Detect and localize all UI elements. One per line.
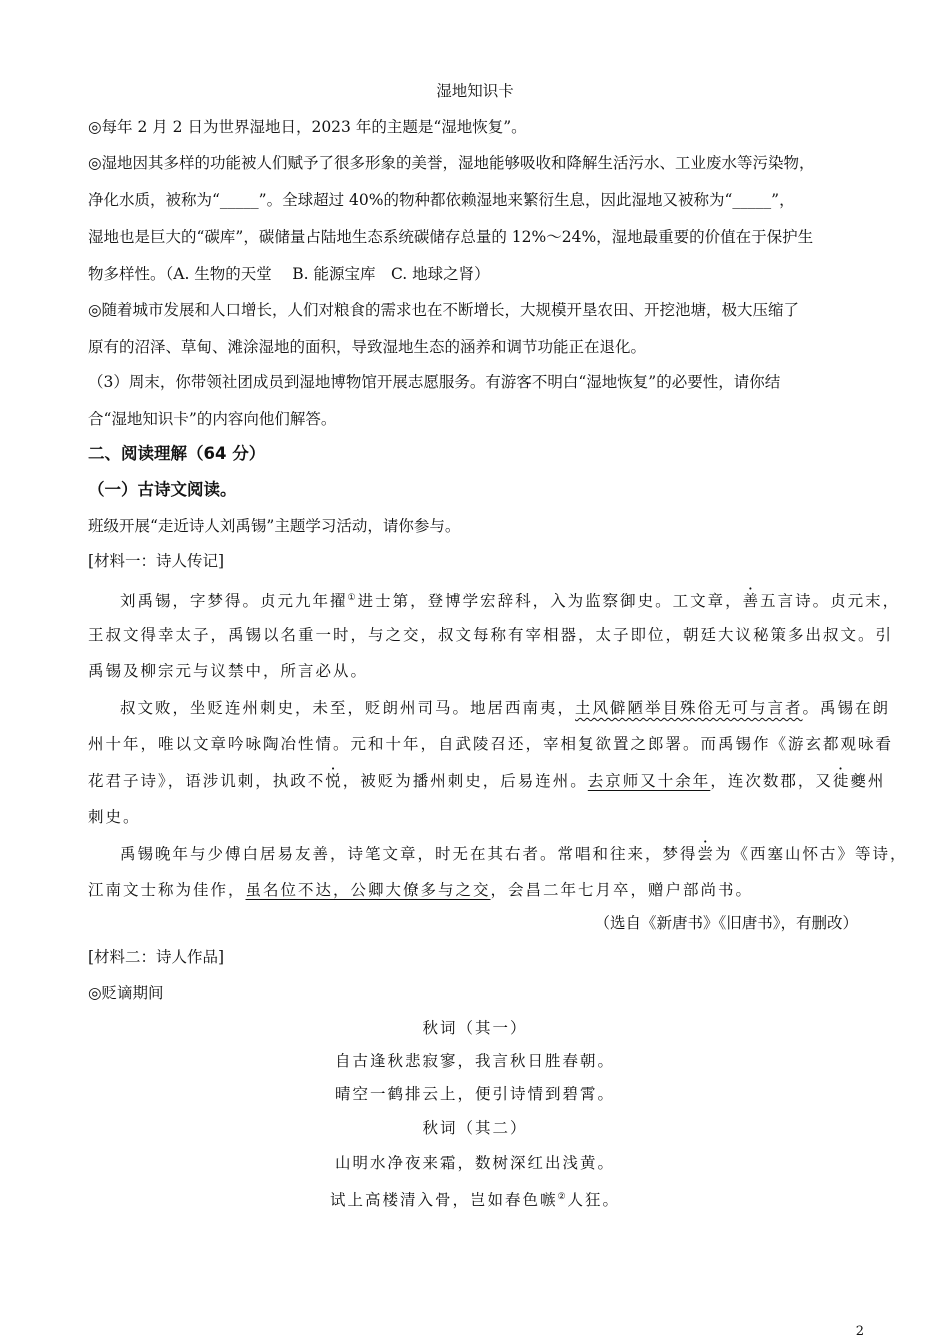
- question-3-line-2: 合“湿地知识卡”的内容向他们解答。: [88, 410, 337, 428]
- bio-para-1-line-3: 禹锡及柳宗元与议禁中，所言必从。: [88, 662, 369, 680]
- poem-1-line-2: 晴空一鹤排云上，便引诗情到碧霄。: [334, 1085, 615, 1103]
- text: 禹锡晚年与少傅白居易友善，诗笔文章，时无在其右者。常唱和往来，梦得: [120, 845, 698, 863]
- text: 五言诗。贞元末，: [760, 592, 901, 611]
- underlined-sentence: 去京师又十余年: [587, 772, 711, 790]
- bio-para-1-line-1: [120, 587, 900, 612]
- period-label: ◎贬谪期间: [88, 984, 164, 1002]
- section-heading: 二、阅读理解（64 分）: [88, 444, 266, 463]
- card-paragraph-3-line-2: 原有的沼泽、草甸、滩涂湿地的面积，导致湿地生态的涵养和调节功能正在退化。: [88, 338, 647, 356]
- text: 。禹锡在朗: [802, 699, 891, 717]
- text: 试上高楼清入骨，岂如春色嗾: [329, 1191, 558, 1210]
- text: 夔州: [850, 772, 886, 790]
- bio-para-3-line-2: [88, 879, 753, 901]
- text: 叔文败，坐贬连州刺史，未至，贬朗州司马。地居西南夷，: [120, 699, 576, 717]
- text: 进士第，登博学宏辞科，入为监察御史。工文章，: [357, 592, 743, 611]
- bio-para-2-line-1: [120, 697, 890, 719]
- text: ，被贬为播州刺史，后易连州。: [342, 772, 588, 790]
- bio-para-3-line-1: [120, 843, 908, 865]
- card-paragraph-2-line-3: 湿地也是巨大的“碳库”，碳储量占陆地生态系统碳储存总量的 12%～24%，湿地最重要的价值在于保护生: [88, 228, 814, 246]
- material-2-label: [材料二：诗人作品]: [88, 948, 225, 966]
- footnote-marker-1: ①: [347, 593, 358, 603]
- material-1-label: [材料一：诗人传记]: [88, 552, 225, 570]
- emphasis-dot-char: 尝: [697, 845, 716, 863]
- card-paragraph-1: ◎每年 2 月 2 日为世界湿地日，2023 年的主题是“湿地恢复”。: [88, 118, 527, 136]
- text: 江南文士称为佳作，: [88, 881, 246, 899]
- emphasis-dot-char: 悦: [325, 772, 343, 790]
- poem-1-line-1: 自古逢秋悲寂寥，我言秋日胜春朝。: [334, 1052, 615, 1070]
- card-paragraph-3-line-1: ◎随着城市发展和人口增长，人们对粮食的需求也在不断增长，大规模开垦农田、开挖池塘，极大压缩了: [88, 301, 800, 319]
- underlined-sentence: 虽名位不达，公卿大僚多与之交: [245, 881, 491, 899]
- page-number: 2: [855, 1324, 864, 1339]
- poem-1-title: 秋词（其一）: [422, 1019, 528, 1037]
- card-paragraph-2-line-4: 物多样性。（A. 生物的天堂 B. 能源宝库 C. 地球之肾）: [88, 265, 490, 283]
- text: 花君子诗》，语涉讥刺，执政不: [88, 772, 326, 790]
- text: 人狂。: [567, 1191, 621, 1210]
- footnote-marker-2: ②: [557, 1192, 568, 1202]
- activity-intro: 班级开展“走近诗人刘禹锡”主题学习活动，请你参与。: [88, 517, 461, 535]
- card-paragraph-2-line-1: ◎湿地因其多样的功能被人们赋予了很多形象的美誉，湿地能够吸收和降解生活污水、工业废水等污染物，: [88, 154, 815, 172]
- text: 为《西塞山怀古》等诗，: [715, 845, 908, 863]
- bio-para-1-line-2: 王叔文得幸太子，禹锡以名重一时，与之交，叔文每称有宰相器，太子即位，朝廷大议秘策多出叔文。引: [88, 626, 894, 644]
- source-citation: （选自《新唐书》《旧唐书》，有删改）: [594, 914, 858, 932]
- card-paragraph-2-line-2: 净化水质，被称为“_____”。全球超过 40%的物种都依赖湿地来繁衍生息，因此湿地又被称为“_____”，: [88, 191, 795, 209]
- card-title: 湿地知识卡: [436, 82, 514, 100]
- bio-para-2-line-3: [88, 770, 885, 792]
- question-3-line-1: （3）周末，你带领社团成员到湿地博物馆开展志愿服务。有游客不明白“湿地恢复”的必要性，请你结: [88, 373, 781, 391]
- emphasis-dot-char: 徙: [832, 772, 851, 790]
- subsection-heading: （一）古诗文阅读。: [88, 480, 237, 499]
- text: ，会昌二年七月卒，赠户部尚书。: [490, 881, 754, 899]
- emphasis-dot-char: 善: [742, 592, 761, 611]
- bio-para-2-line-4: 刺史。: [88, 808, 141, 826]
- poem-2-title: 秋词（其二）: [422, 1119, 528, 1137]
- bio-para-2-line-2: 州十年，唯以文章吟咏陶冶性情。元和十年，自武陵召还，宰相复欲置之郎署。而禹锡作《游玄都观咏看: [88, 735, 894, 753]
- text: ，连次数郡，又: [710, 772, 833, 790]
- text: 刘禹锡，字梦得。贞元九年擢: [120, 592, 348, 611]
- poem-2-line-1: 山明水净夜来霜，数树深红出浅黄。: [334, 1154, 615, 1172]
- poem-2-line-2: [0, 1186, 950, 1211]
- wavy-underlined-sentence: 土风僻陋举目殊俗无可与言者: [575, 699, 803, 717]
